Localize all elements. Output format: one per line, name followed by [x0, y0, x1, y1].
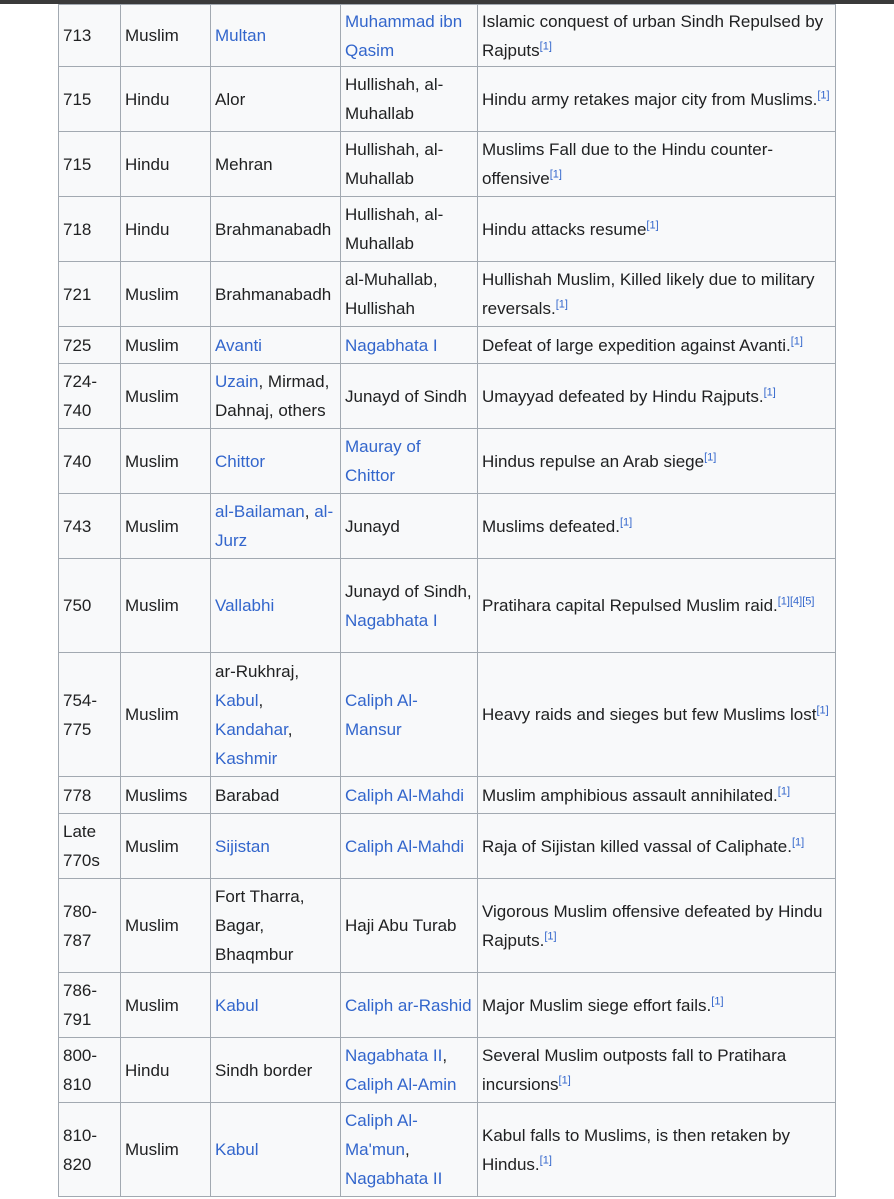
year-cell: 713 [59, 5, 121, 67]
outcome-text: Hullishah Muslim, Killed likely due to military reversals. [482, 270, 815, 318]
year-cell: 754-775 [59, 653, 121, 777]
battles-table [58, 4, 836, 1197]
location-cell [211, 1038, 341, 1103]
year-cell: 715 [59, 67, 121, 132]
outcome-text: Vigorous Muslim offensive defeated by Hindu Rajputs. [482, 901, 823, 950]
commanders-cell [341, 879, 478, 973]
outcome-text: Islamic conquest of urban Sindh Repulsed by Rajputs [482, 11, 824, 60]
outcome-text: Pratihara capital Repulsed Muslim raid. [482, 596, 778, 615]
location-cell [211, 429, 341, 494]
commanders-cell [341, 777, 478, 814]
year-cell: 743 [59, 494, 121, 559]
cell-text: , [287, 719, 293, 739]
outcome-cell [478, 132, 836, 197]
cell-text: Hullishah, al-Muhallab [345, 205, 444, 253]
outcome-cell [478, 262, 836, 327]
year-cell: Late 770s [59, 814, 121, 879]
commanders-cell [341, 5, 478, 67]
cell-text: Mehran [215, 154, 273, 174]
wiki-link[interactable]: Nagabhata I [345, 335, 438, 355]
citation-link[interactable]: [1] [791, 835, 805, 848]
outcome-cell [478, 494, 836, 559]
citation-link[interactable]: [1] [704, 450, 717, 463]
location-cell [211, 364, 341, 429]
commanders-cell [341, 429, 478, 494]
citation-link[interactable]: [1] [817, 88, 830, 101]
wiki-link[interactable]: Caliph Al-Mansur [345, 690, 418, 739]
table-row [59, 5, 836, 67]
location-cell [211, 132, 341, 197]
victor-cell: Muslim [121, 879, 211, 973]
cell-text: Haji Abu Turab [345, 916, 457, 935]
location-cell [211, 777, 341, 814]
cell-text: Brahmanabadh [215, 284, 332, 304]
table-row [59, 1103, 836, 1197]
citation-link[interactable]: [1] [555, 298, 568, 311]
outcome-cell [478, 973, 836, 1038]
wiki-link[interactable]: Kabul [215, 1140, 259, 1159]
year-cell: 800-810 [59, 1038, 121, 1103]
victor-cell: Muslim [121, 262, 211, 327]
wiki-link[interactable]: Multan [215, 26, 267, 45]
victor-cell: Hindu [121, 1038, 211, 1103]
location-cell [211, 559, 341, 653]
table-row [59, 429, 836, 494]
victor-cell: Muslim [121, 1103, 211, 1197]
outcome-text: Kabul falls to Muslims, is then retaken by Hindus. [482, 1125, 791, 1174]
battles-table-body [59, 5, 836, 1197]
victor-cell: Hindu [121, 132, 211, 197]
outcome-cell [478, 67, 836, 132]
cell-text: Junayd of Sindh, [345, 581, 472, 601]
commanders-cell [341, 814, 478, 879]
citation-link[interactable]: [1] [711, 994, 724, 1007]
commanders-cell [341, 67, 478, 132]
wiki-link[interactable]: Kashmir [215, 748, 278, 768]
wiki-link[interactable]: Muhammad ibn Qasim [345, 11, 463, 60]
outcome-text: Heavy raids and sieges but few Muslims lost [482, 705, 817, 724]
year-cell: 724-740 [59, 364, 121, 429]
wiki-link[interactable]: Uzain [215, 372, 259, 391]
year-cell: 740 [59, 429, 121, 494]
table-row [59, 879, 836, 973]
table-row [59, 262, 836, 327]
wiki-link[interactable]: Kabul [215, 690, 259, 710]
table-row [59, 973, 836, 1038]
victor-cell: Muslims [121, 777, 211, 814]
commanders-cell [341, 327, 478, 364]
cell-text: , [258, 690, 264, 710]
victor-cell: Hindu [121, 67, 211, 132]
victor-cell: Muslim [121, 327, 211, 364]
location-cell [211, 262, 341, 327]
wiki-link[interactable]: Nagabhata II [345, 1046, 443, 1065]
wiki-link[interactable]: Nagabhata II [345, 1169, 443, 1188]
wiki-link[interactable]: al-Bailaman [215, 502, 305, 521]
cell-text: al-Muhallab, Hullishah [345, 270, 438, 318]
cell-text: Junayd of Sindh [345, 386, 467, 406]
table-row [59, 132, 836, 197]
cell-text: Hullishah, al-Muhallab [345, 75, 444, 123]
year-cell: 715 [59, 132, 121, 197]
commanders-cell [341, 559, 478, 653]
location-cell [211, 494, 341, 559]
outcome-cell [478, 879, 836, 973]
cell-text: Junayd [345, 516, 400, 536]
victor-cell: Muslim [121, 5, 211, 67]
location-cell [211, 67, 341, 132]
citation-link[interactable]: [1] [816, 704, 829, 717]
cell-text: , [442, 1046, 448, 1065]
outcome-cell [478, 653, 836, 777]
victor-cell: Muslim [121, 973, 211, 1038]
cell-text: , Mirmad, Dahnaj, others [215, 372, 330, 420]
commanders-cell [341, 494, 478, 559]
cell-text: Barabad [215, 785, 280, 805]
citation-link[interactable]: [1] [777, 784, 790, 797]
year-cell: 778 [59, 777, 121, 814]
cell-text: ar-Rukhraj, [215, 661, 300, 681]
table-row [59, 67, 836, 132]
wiki-link[interactable]: Avanti [215, 335, 262, 355]
location-cell [211, 879, 341, 973]
citation-link[interactable]: [1] [539, 39, 552, 52]
commanders-cell [341, 364, 478, 429]
outcome-text: Major Muslim siege effort fails. [482, 995, 712, 1015]
victor-cell: Muslim [121, 494, 211, 559]
outcome-text: Hindu attacks resume [482, 219, 647, 239]
location-cell [211, 814, 341, 879]
commanders-cell [341, 653, 478, 777]
wiki-link[interactable]: Vallabhi [215, 596, 275, 615]
citation-link[interactable]: [1] [790, 334, 803, 347]
citation-link[interactable]: [1] [646, 218, 659, 231]
year-cell: 750 [59, 559, 121, 653]
table-row [59, 364, 836, 429]
commanders-cell [341, 1038, 478, 1103]
wiki-link[interactable]: Kandahar [215, 719, 288, 739]
outcome-text: Raja of Sijistan killed vassal of Caliphate. [482, 836, 792, 856]
cell-text: Fort Tharra, Bagar, Bhaqmbur [215, 887, 305, 964]
outcome-text: Muslim amphibious assault annihilated. [482, 785, 778, 805]
year-cell: 786-791 [59, 973, 121, 1038]
table-row [59, 327, 836, 364]
commanders-cell [341, 973, 478, 1038]
outcome-cell [478, 5, 836, 67]
year-cell: 725 [59, 327, 121, 364]
table-row [59, 494, 836, 559]
year-cell: 780-787 [59, 879, 121, 973]
victor-cell: Muslim [121, 559, 211, 653]
outcome-text: Umayyad defeated by Hindu Rajputs. [482, 386, 764, 406]
outcome-text: Hindus repulse an Arab siege [482, 451, 705, 471]
victor-cell: Hindu [121, 197, 211, 262]
outcome-cell [478, 364, 836, 429]
outcome-cell [478, 777, 836, 814]
cell-text: Brahmanabadh [215, 219, 332, 239]
wiki-link[interactable]: Caliph Al-Ma'mun [345, 1111, 418, 1159]
location-cell [211, 327, 341, 364]
victor-cell: Muslim [121, 653, 211, 777]
citation-link[interactable]: [1] [763, 385, 776, 398]
outcome-cell [478, 197, 836, 262]
cell-text: , [304, 502, 315, 521]
victor-cell: Muslim [121, 364, 211, 429]
location-cell [211, 973, 341, 1038]
outcome-cell [478, 429, 836, 494]
outcome-cell [478, 327, 836, 364]
wiki-link[interactable]: Caliph Al-Mahdi [345, 785, 465, 805]
year-cell: 810-820 [59, 1103, 121, 1197]
cell-text: , [404, 1140, 410, 1159]
citation-link[interactable]: [1] [539, 1153, 552, 1166]
outcome-text: Hindu army retakes major city from Muslims. [482, 89, 818, 109]
battles-table-container [58, 4, 836, 1197]
outcome-cell [478, 1038, 836, 1103]
table-row [59, 559, 836, 653]
citation-link[interactable]: [1][4][5] [777, 595, 815, 608]
victor-cell: Muslim [121, 429, 211, 494]
wiki-link[interactable]: Caliph ar-Rashid [345, 995, 472, 1015]
outcome-cell [478, 1103, 836, 1197]
outcome-cell [478, 559, 836, 653]
table-row [59, 1038, 836, 1103]
wiki-link[interactable]: al-Jurz [215, 502, 334, 550]
wiki-link[interactable]: Mauray of Chittor [345, 437, 421, 485]
table-row [59, 777, 836, 814]
victor-cell: Muslim [121, 814, 211, 879]
location-cell [211, 653, 341, 777]
commanders-cell [341, 132, 478, 197]
wiki-link[interactable]: Sijistan [215, 836, 270, 856]
commanders-cell [341, 262, 478, 327]
outcome-cell [478, 814, 836, 879]
citation-link[interactable]: [1] [558, 1074, 571, 1087]
location-cell [211, 1103, 341, 1197]
wiki-link[interactable]: Caliph Al-Mahdi [345, 836, 465, 856]
cell-text: Hullishah, al-Muhallab [345, 140, 444, 188]
citation-link[interactable]: [1] [619, 515, 633, 528]
wiki-link[interactable]: Kabul [215, 995, 259, 1015]
cell-text: Alor [215, 89, 246, 109]
outcome-text: Several Muslim outposts fall to Pratihara incursions [482, 1046, 787, 1094]
table-row [59, 197, 836, 262]
cell-text: Sindh border [215, 1060, 313, 1080]
commanders-cell [341, 197, 478, 262]
wiki-link[interactable]: Chittor [215, 451, 266, 471]
citation-link[interactable]: [1] [549, 168, 562, 181]
year-cell: 718 [59, 197, 121, 262]
location-cell [211, 197, 341, 262]
table-row [59, 814, 836, 879]
year-cell: 721 [59, 262, 121, 327]
commanders-cell [341, 1103, 478, 1197]
wiki-link[interactable]: Caliph Al-Amin [345, 1075, 457, 1094]
location-cell [211, 5, 341, 67]
table-row [59, 653, 836, 777]
outcome-text: Defeat of large expedition against Avanti. [482, 335, 791, 355]
wiki-link[interactable]: Nagabhata I [345, 610, 438, 630]
outcome-text: Muslims defeated. [482, 516, 620, 536]
citation-link[interactable]: [1] [544, 929, 557, 942]
outcome-text: Muslims Fall due to the Hindu counter-offensive [482, 140, 774, 188]
